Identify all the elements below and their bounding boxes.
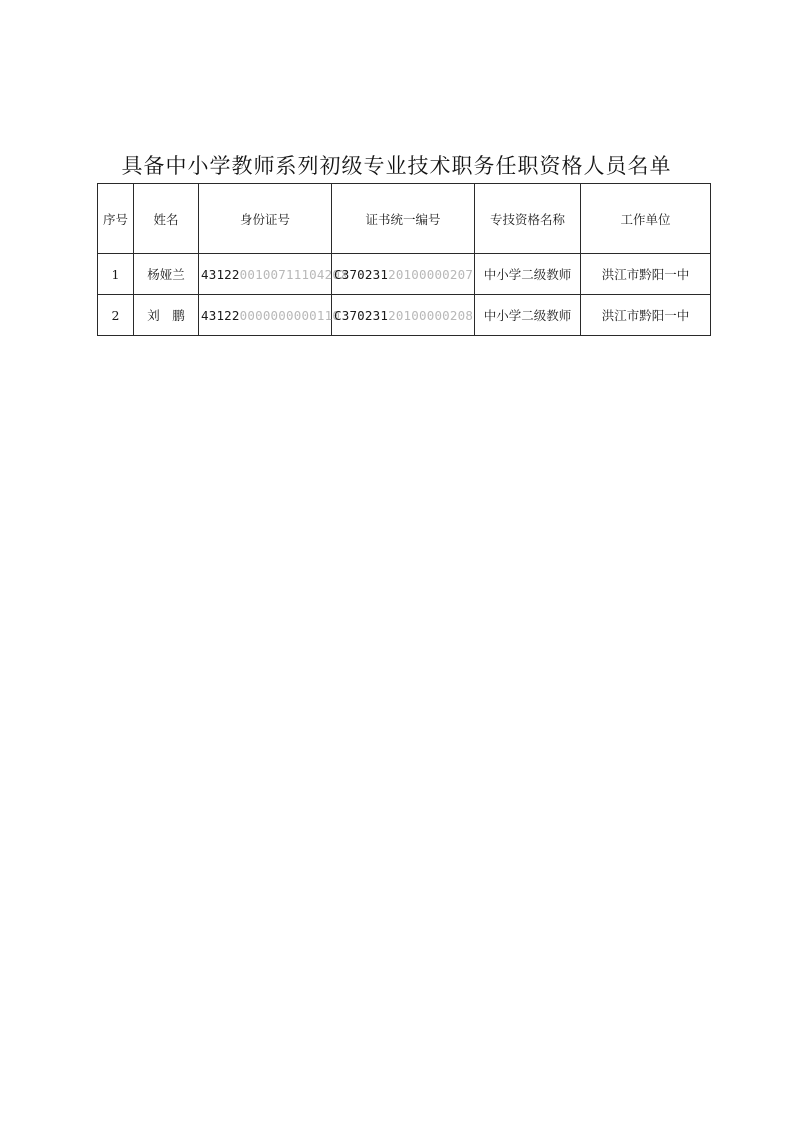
- row-id-number: [199, 254, 348, 295]
- header-name: 姓名: [134, 184, 199, 254]
- row-workplace: 洪江市黔阳一中: [581, 254, 711, 295]
- header-certificate-number: 证书统一编号: [332, 184, 475, 254]
- id-masked-part: 0010071110420X: [239, 266, 348, 282]
- document-title: 具备中小学教师系列初级专业技术职务任职资格人员名单: [121, 154, 672, 178]
- table-header-row: [98, 184, 711, 254]
- id-masked-part: 0000000000110: [239, 307, 341, 323]
- row-qualification: 中小学二级教师: [475, 295, 581, 336]
- row-workplace: 洪江市黔阳一中: [581, 295, 711, 336]
- id-visible-part: 43122: [201, 266, 240, 282]
- row-name: 刘 鹏: [134, 295, 199, 336]
- header-index: 序号: [98, 184, 134, 254]
- header-workplace: 工作单位: [581, 184, 711, 254]
- row-name: 杨娅兰: [134, 254, 199, 295]
- personnel-table: [97, 183, 711, 336]
- row-id-number: [199, 295, 341, 336]
- header-qualification: 专技资格名称: [475, 184, 581, 254]
- cert-masked-part: 20100000207: [388, 266, 474, 282]
- row-certificate-number: [332, 254, 475, 295]
- cert-masked-part: 20100000208: [388, 307, 474, 323]
- header-id-number: 身份证号: [199, 184, 332, 254]
- table-row: [98, 254, 711, 295]
- row-qualification: 中小学二级教师: [475, 254, 581, 295]
- row-certificate-number: [332, 295, 475, 336]
- table-row: [98, 295, 711, 336]
- id-visible-part: 43122: [201, 307, 240, 323]
- row-index: 2: [98, 295, 134, 336]
- cert-visible-part: C370231: [334, 266, 389, 282]
- cert-visible-part: C370231: [334, 307, 389, 323]
- row-index: 1: [98, 254, 134, 295]
